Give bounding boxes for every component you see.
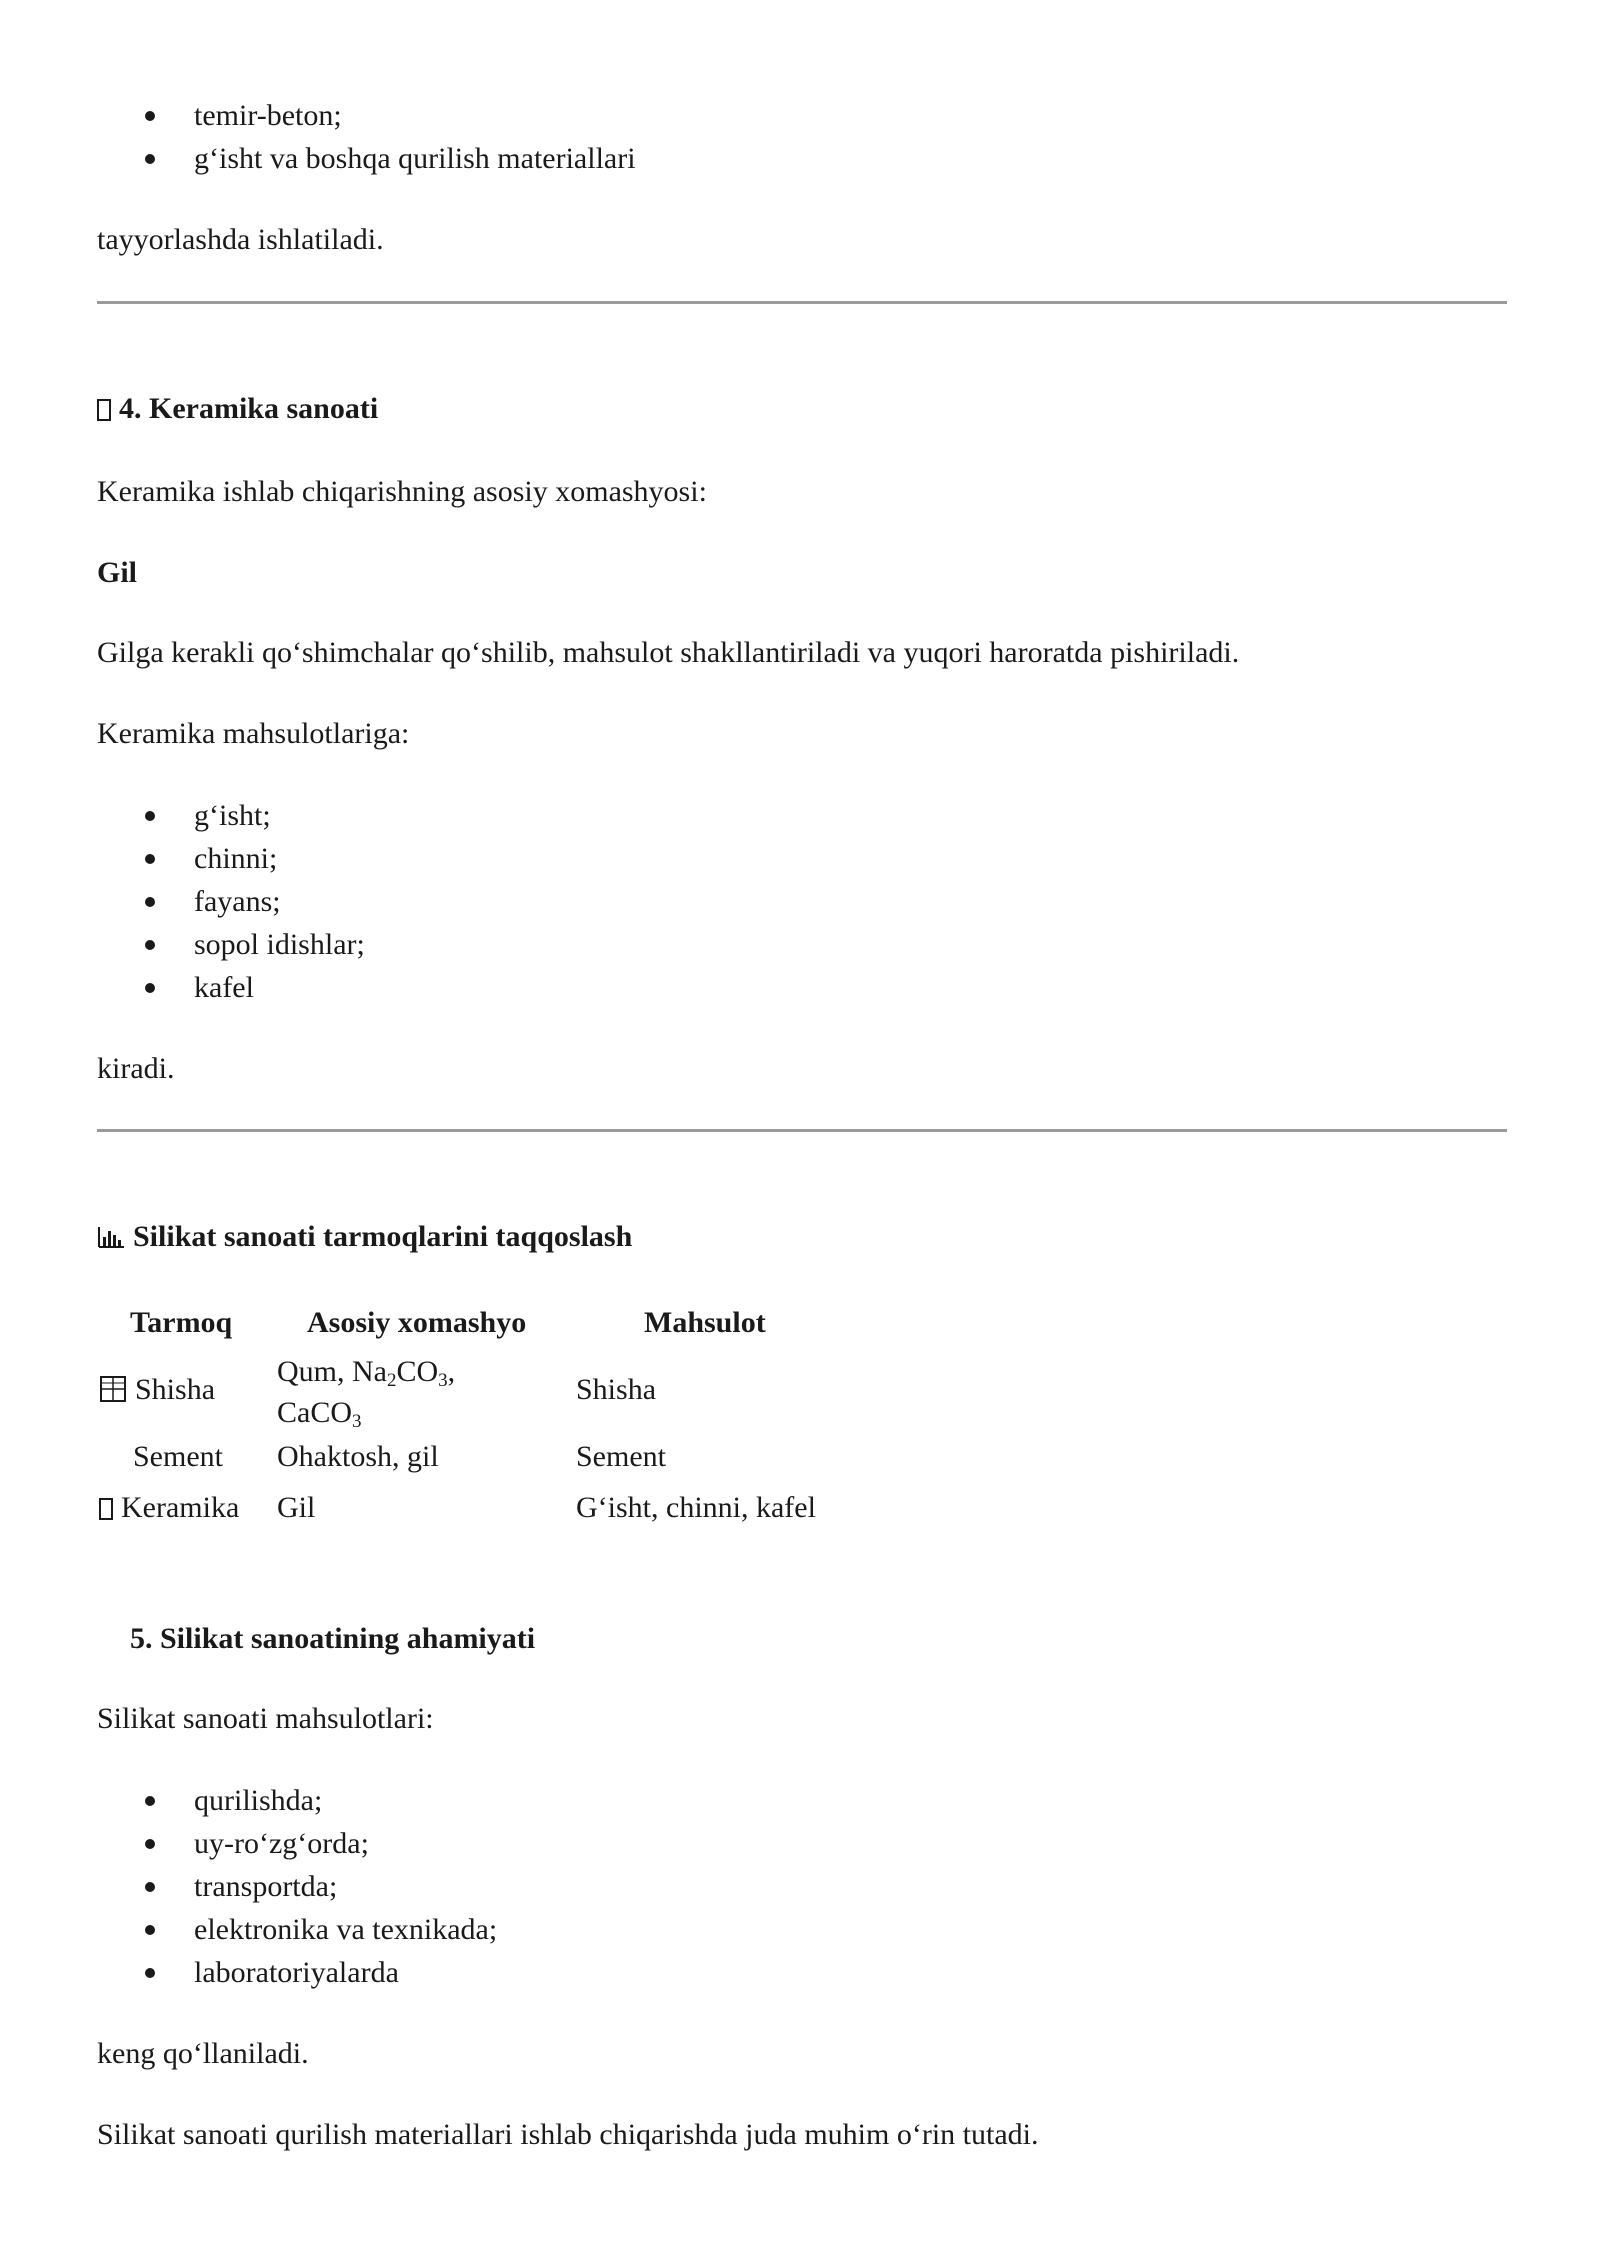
section-heading-text: Silikat sanoati tarmoqlarini taqqoslash — [133, 1220, 633, 1253]
table-cell-material: CaCO$_3$ — [277, 1396, 362, 1432]
list-item: sopol idishlar; — [194, 928, 365, 961]
table-cell-material: Gil — [277, 1491, 316, 1524]
paragraph: keng qo‘llaniladi. — [97, 2037, 309, 2070]
list-item: kafel — [194, 971, 254, 1004]
table-cell-product: Sement — [576, 1440, 666, 1473]
paragraph: Keramika ishlab chiqarishning asosiy xomashyosi: — [97, 475, 707, 508]
table-cell-product: G‘isht, chinni, kafel — [576, 1491, 816, 1524]
list-bullet — [145, 1839, 155, 1849]
paragraph: Keramika mahsulotlariga: — [97, 717, 410, 750]
paragraph: Silikat sanoati mahsulotlari: — [97, 1702, 434, 1735]
list-item: g‘isht va boshqa qurilish materiallari — [194, 142, 636, 175]
list-item: elektronika va texnikada; — [194, 1913, 498, 1946]
list-item: transportda; — [194, 1870, 338, 1903]
table-header: Asosiy xomashyo — [307, 1306, 527, 1339]
horizontal-rule — [97, 1129, 1507, 1132]
list-item: laboratoriyalarda — [194, 1956, 399, 1989]
list-bullet — [145, 940, 155, 950]
list-bullet — [145, 1925, 155, 1935]
table-cell-branch — [99, 1372, 215, 1408]
list-bullet — [145, 854, 155, 864]
section-heading: 5. Silikat sanoatining ahamiyati — [130, 1622, 536, 1655]
list-item: chinni; — [194, 842, 278, 875]
table-header: Mahsulot — [644, 1306, 766, 1339]
table-cell-text: Shisha — [135, 1373, 216, 1406]
section-heading-text: 4. Keramika sanoati — [119, 392, 379, 425]
list-bullet — [145, 811, 155, 821]
list-item: uy-ro‘zg‘orda; — [194, 1827, 369, 1860]
list-bullet — [145, 897, 155, 907]
list-item: temir-beton; — [194, 99, 342, 132]
bar-chart-icon — [97, 1225, 125, 1249]
list-bullet — [145, 983, 155, 993]
paragraph: Gilga kerakli qo‘shimchalar qo‘shilib, mahsulot shakllantiriladi va yuqori haroratda pishiriladi. — [97, 636, 1240, 669]
list-bullet — [145, 111, 155, 121]
table-cell-branch — [99, 1490, 239, 1526]
horizontal-rule — [97, 301, 1507, 304]
list-item: qurilishda; — [194, 1784, 323, 1817]
table-cell-text: Keramika — [121, 1491, 240, 1524]
section-heading — [97, 391, 378, 427]
paragraph: kiradi. — [97, 1052, 175, 1085]
list-item: fayans; — [194, 885, 281, 918]
list-bullet — [145, 1882, 155, 1892]
table-cell-material: Qum, $Na_2CO_3$, — [277, 1355, 456, 1391]
table-cell-product: Shisha — [576, 1373, 657, 1406]
window-icon — [99, 1375, 127, 1403]
list-bullet — [145, 154, 155, 164]
table-cell-branch: Sement — [133, 1440, 223, 1473]
table-header: Tarmoq — [130, 1306, 233, 1339]
missing-glyph-icon — [99, 1498, 113, 1520]
raw-material-label: Gil — [97, 556, 138, 589]
missing-glyph-icon — [97, 399, 111, 421]
paragraph: tayyorlashda ishlatiladi. — [97, 223, 384, 256]
list-bullet — [145, 1968, 155, 1978]
list-item: g‘isht; — [194, 799, 271, 832]
paragraph: Silikat sanoati qurilish materiallari ishlab chiqarishda juda muhim o‘rin tutadi. — [97, 2118, 1039, 2151]
section-heading — [97, 1219, 632, 1255]
list-bullet — [145, 1796, 155, 1806]
table-cell-material: Ohaktosh, gil — [277, 1440, 439, 1473]
